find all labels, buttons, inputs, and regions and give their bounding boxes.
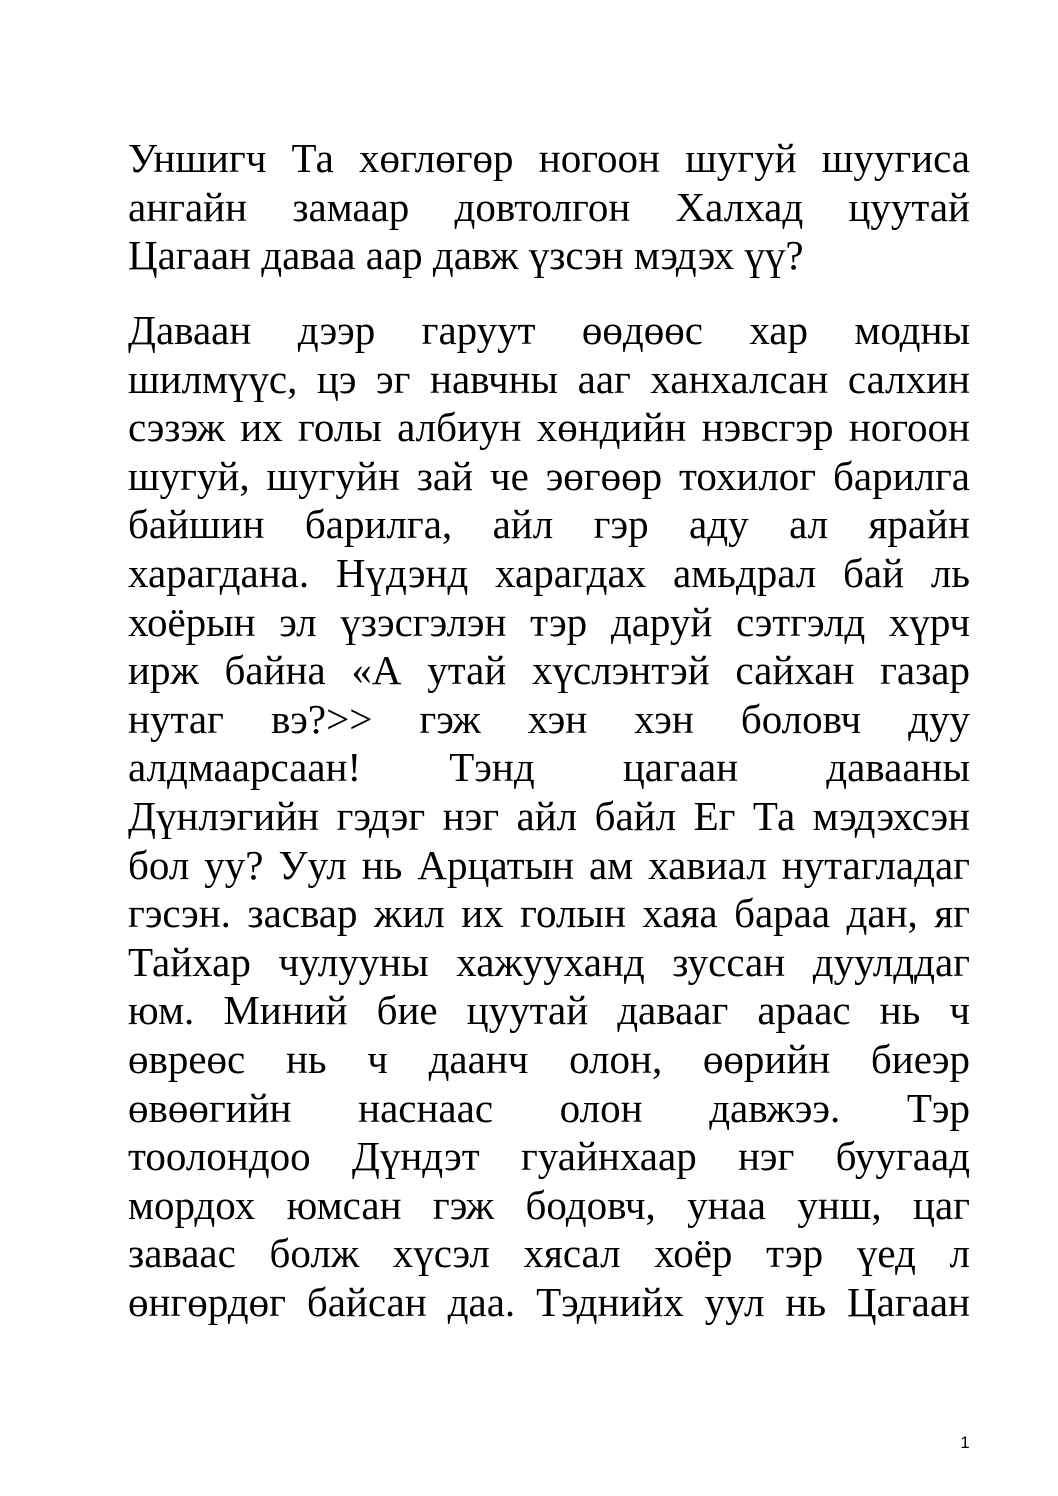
text-line: заваас болж хүсэл хясал хоёр тэр үед л [128,1230,970,1277]
text-line: харагдана. Нүдэнд харагдах амьдрал бай ль [128,549,970,596]
text-line: хоёрын эл үзэсгэлэн тэр даруй сэтгэлд хүрч [128,598,970,645]
text-line: шугуй, шугуйн зай че эөгөөр тохилог барилга [128,452,970,499]
text-line: шилмүүс, цэ эг навчны ааг ханхалсан салхин [128,355,970,402]
paragraph-2 [128,306,970,1326]
text-line: Уншигч Та хөглөгөр ногоон шугуй шуугиса [128,135,970,181]
text-line: мордох юмсан гэж бодовч, унаа унш, цаг [128,1181,970,1228]
text-line: юм. Миний бие цуутай давааг араас нь ч [128,987,970,1034]
text-line: алдмаарсаан! Тэнд цагаан давааны [128,744,970,791]
text-line: тоолондоо Дүндэт гуайнхаар нэг буугаад [128,1133,970,1180]
text-line: Тайхар чулууны хажууханд зуссан дуулддаг [128,938,970,985]
text-line: сэзэж их голы албиун хөндийн нэвсгэр ногоон [128,404,970,451]
text-line: нутаг вэ?>> гэж хэн хэн боловч дуу [128,695,970,742]
text-line: Дүнлэгийн гэдэг нэг айл байл Ег Та мэдэхсэн [128,792,970,839]
text-line: өвөөгийн наснаас олон давжээ. Тэр [128,1084,970,1131]
text-line: бол уу? Уул нь Арцатын ам хавиал нутагладаг [128,841,970,888]
text-line: байшин барилга, айл гэр аду ал ярайн [128,501,970,548]
page-number: 1 [960,1433,970,1452]
text-line: Даваан дээр гаруут өөдөөс хар модны [128,307,970,353]
paragraph-1 [128,134,970,280]
text-line: ангайн замаар довтолгон Халхад цуутай [128,183,970,230]
text-line: өнгөрдөг байсан даа. Тэднийх уул нь Цагаан [128,1278,970,1325]
text-line: гэсэн. засвар жил их голын хаяа бараа дан, яг [128,890,970,937]
text-line: ирж байна «А утай хүслэнтэй сайхан газар [128,647,970,694]
text-line: өвреөс нь ч даанч олон, өөрийн биеэр [128,1035,970,1082]
text-line: Цагаан даваа аар давж үзсэн мэдэх үү? [128,232,804,279]
